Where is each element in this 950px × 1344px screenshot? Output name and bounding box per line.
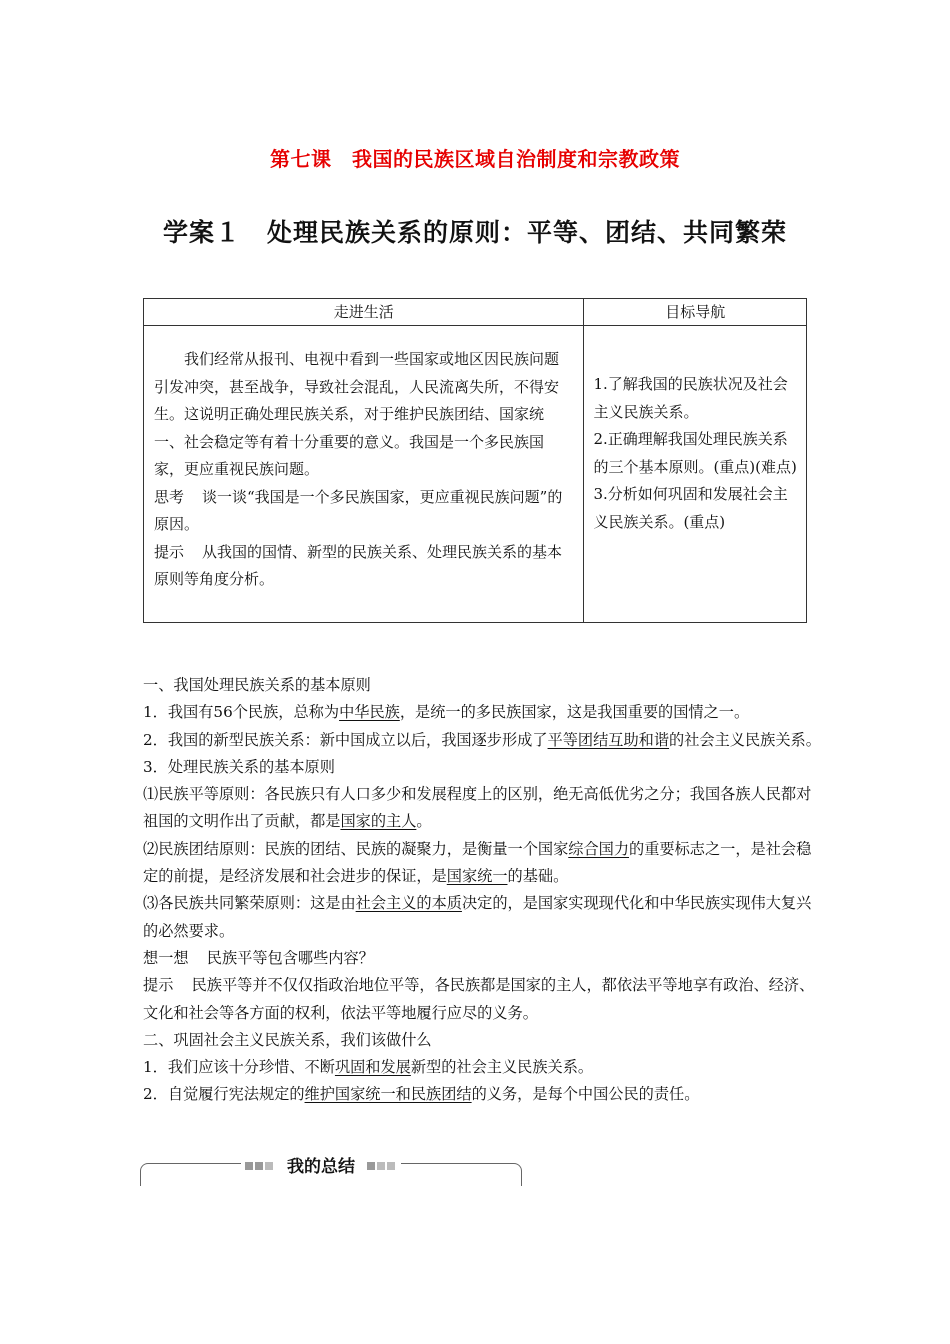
answer-blank: 巩固和发展 [334,1058,411,1077]
goal-item: 3.分析如何巩固和发展社会主义民族关系。(重点) [593,485,788,531]
life-think [154,484,569,539]
case-title: 学案１ 处理民族关系的原则：平等、团结、共同繁荣 [162,218,787,247]
goal-item: 1.了解我国的民族状况及社会主义民族关系。 [593,375,788,421]
goals-cell [584,326,807,623]
section2-heading: 二、巩固社会主义民族关系，我们该做什么 [143,1030,432,1049]
section1-item2: 2．我国的新型民族关系：新中国成立以后，我国逐步形成了平等团结互助和谐的社会主义民族关系。 [143,730,821,749]
answer-blank: 社会主义的本质 [355,894,462,913]
intro-table [143,298,807,623]
life-paragraph: 我们经常从报刊、电视中看到一些国家或地区因民族问题引发冲突，甚至战争，导致社会混乱，人民流离失所，不得安生。这说明正确处理民族关系，对于维护民族团结、国家统一、社会稳定等有着十分重要的意义。我国是一个多民族国家，更应重视民族问题。 [154,350,560,478]
summary-box [140,1157,522,1186]
principle-unity: ⑵民族团结原则：民族的团结、民族的凝聚力，是衡量一个国家综合国力的重要标志之一，是社会稳定的前提，是经济发展和社会进步的保证，是国家统一的基础。 [143,839,812,886]
summary-title: 我的总结 [287,1157,355,1177]
principle-prosperity: ⑶各民族共同繁荣原则：这是由社会主义的本质决定的，是国家实现现代化和中华民族实现伟大复兴的必然要求。 [143,894,812,940]
think-text: 谈一谈“我国是一个多民族国家，更应重视民族问题”的原因。 [154,487,563,533]
hint-text: 从我国的国情、新型的民族关系、处理民族关系的基本原则等角度分析。 [154,542,563,588]
section2-item2: 2．自觉履行宪法规定的维护国家统一和民族团结的义务，是每个中国公民的责任。 [143,1085,700,1104]
section1-item3: 3．处理民族关系的基本原则 [143,757,335,776]
think-hint: 提示 民族平等并不仅仅指政治地位平等，各民族都是国家的主人，都依法平等地享有政治、经济、文化和社会等各方面的权利，依法平等地履行应尽的义务。 [143,976,815,1022]
decor-squares-right [367,1155,397,1174]
answer-blank: 国家的主人 [340,812,417,831]
summary-header [241,1152,401,1177]
think-question: 想一想 民族平等包含哪些内容？ [143,948,374,967]
decor-squares-left [245,1155,275,1174]
goal-item: 2.正确理解我国处理民族关系的三个基本原则。(重点)(难点) [593,430,797,476]
life-hint [154,539,569,594]
lesson-title: 第七课 我国的民族区域自治制度和宗教政策 [270,147,680,171]
intro-table-body-row [144,326,807,623]
principle-equality: ⑴民族平等原则：各民族只有人口多少和发展程度上的区别，绝无高低优劣之分；我国各族人民都对祖国的文明作出了贡献，都是国家的主人。 [143,785,812,831]
answer-blank: 中华民族 [339,703,400,722]
intro-table-header-row [144,299,807,326]
answer-blank: 平等团结互助和谐 [547,730,670,749]
hint-label: 提示 [154,542,185,561]
answer-blank: 国家统一 [446,867,508,886]
goals-header: 目标导航 [584,299,807,326]
section1-item1: 1．我国有56个民族，总称为中华民族，是统一的多民族国家，这是我国重要的国情之一。 [143,703,750,722]
life-header: 走进生活 [144,299,584,326]
section1-heading: 一、我国处理民族关系的基本原则 [143,676,371,694]
section2-item1: 1．我们应该十分珍惜、不断巩固和发展新型的社会主义民族关系。 [143,1058,594,1077]
life-cell [144,326,584,623]
main-content [143,672,823,1109]
answer-blank: 维护国家统一和民族团结 [304,1085,472,1104]
answer-blank: 综合国力 [568,839,629,858]
think-label: 思考 [154,487,185,506]
